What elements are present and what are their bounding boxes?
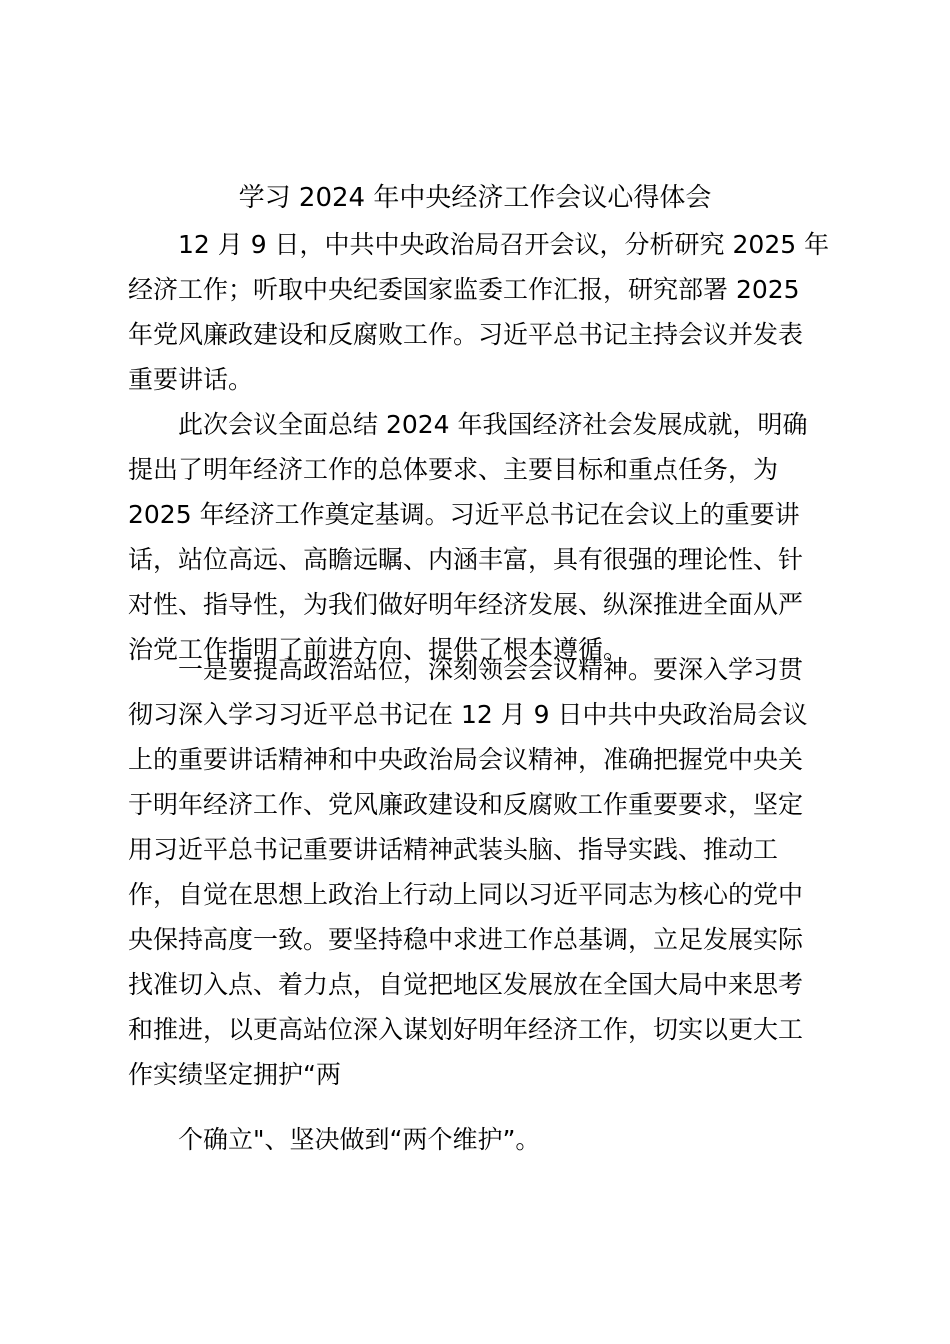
paragraph-line: 12 月 9 日，中共中央政治局召开会议，分析研究 2025 年 — [178, 230, 830, 259]
paragraph-line: 彻习深入学习习近平总书记在 12 月 9 日中共中央政治局会议 — [128, 700, 808, 729]
paragraph-line: 央保持高度一致。要坚持稳中求进工作总基调，立足发展实际 — [128, 925, 804, 954]
paragraph-line: 找准切入点、着力点，自觉把地区发展放在全国大局中来思考 — [128, 970, 804, 999]
paragraph-line: 于明年经济工作、党风廉政建设和反腐败工作重要要求，坚定 — [128, 790, 804, 819]
paragraph-line: 用习近平总书记重要讲话精神武装头脑、指导实践、推动工 — [128, 835, 779, 864]
paragraph-political-stance — [128, 647, 828, 1097]
paragraph-line: 话，站位高远、高瞻远瞩、内涵丰富，具有很强的理论性、针 — [128, 545, 804, 574]
paragraph-line: 经济工作；听取中央纪委国家监委工作汇报，研究部署 2025 — [128, 275, 800, 304]
paragraph-line: 个确立"、坚决做到“两个维护”。 — [178, 1125, 541, 1154]
paragraph-line: 作，自觉在思想上政治上行动上同以习近平同志为核心的党中 — [128, 880, 804, 909]
paragraph-continuation — [128, 1117, 828, 1162]
paragraph-line: 作实绩坚定拥护“两 — [128, 1060, 341, 1089]
paragraph-meeting-summary — [128, 402, 828, 672]
paragraph-line: 提出了明年经济工作的总体要求、主要目标和重点任务，为 — [128, 455, 779, 484]
paragraph-line: 对性、指导性，为我们做好明年经济发展、纵深推进全面从严 — [128, 590, 804, 619]
paragraph-line: 治党工作指明了前进方向、提供了根本遵循。 — [128, 635, 629, 664]
document-title: 学习 2024 年中央经济工作会议心得体会 — [238, 183, 712, 213]
paragraph-line: 年党风廉政建设和反腐败工作。习近平总书记主持会议并发表 — [128, 320, 804, 349]
paragraph-line: 重要讲话。 — [128, 365, 254, 394]
paragraph-line: 一是要提高政治站位，深刻领会会议精神。要深入学习贯 — [178, 655, 804, 684]
paragraph-line: 此次会议全面总结 2024 年我国经济社会发展成就，明确 — [178, 410, 808, 439]
paragraph-meeting-intro — [128, 222, 828, 402]
paragraph-line: 2025 年经济工作奠定基调。习近平总书记在会议上的重要讲 — [128, 500, 800, 529]
paragraph-line: 上的重要讲话精神和中央政治局会议精神，准确把握党中央关 — [128, 745, 804, 774]
paragraph-line: 和推进，以更高站位深入谋划好明年经济工作，切实以更大工 — [128, 1015, 804, 1044]
